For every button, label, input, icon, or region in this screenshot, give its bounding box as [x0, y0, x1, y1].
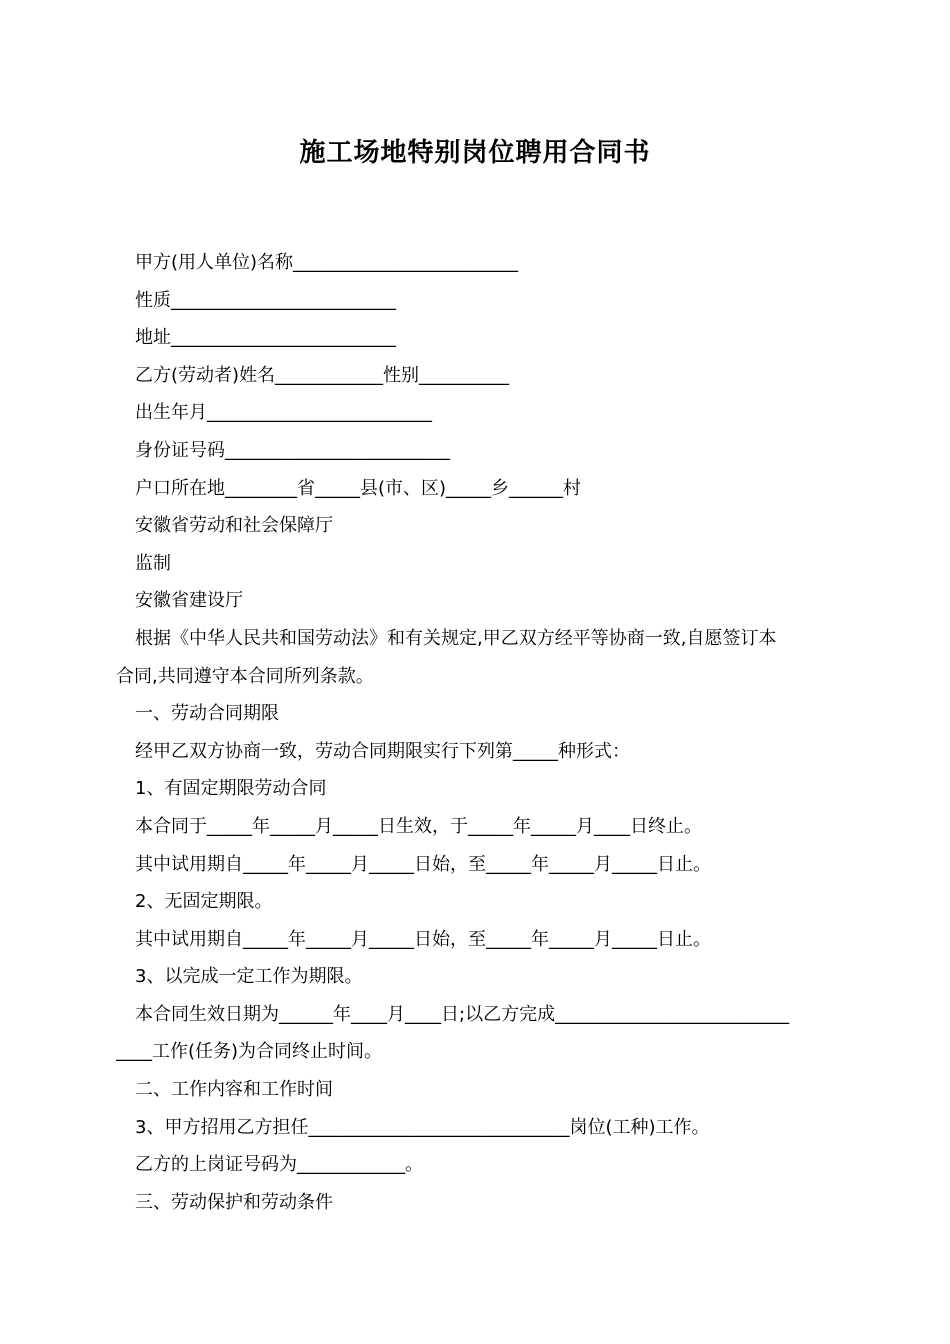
section-heading-work-content: 二、工作内容和工作时间	[135, 1079, 333, 1101]
work-permit-number-line: 乙方的上岗证号码为____________。	[135, 1154, 423, 1176]
id-number-line: 身份证号码_________________________	[135, 439, 450, 461]
task-term-end-line: ____工作(任务)为合同终止时间。	[116, 1041, 383, 1063]
fixed-term-option: 1、有固定期限劳动合同	[135, 778, 327, 800]
position-assignment-line: 3、甲方招用乙方担任_____________________________岗位(工种)工作。	[135, 1116, 710, 1138]
task-term-option: 3、以完成一定工作为期限。	[135, 966, 363, 988]
birth-date-line: 出生年月_________________________	[135, 402, 432, 424]
preamble-paragraph-line-2: 合同,共同遵守本合同所列条款。	[116, 665, 374, 687]
party-a-address-line: 地址_________________________	[135, 327, 396, 349]
fixed-term-dates-line: 本合同于_____年_____月_____日生效，于_____年_____月____日终止。	[135, 815, 702, 837]
term-form-selection-line: 经甲乙双方协商一致，劳动合同期限实行下列第_____种形式：	[135, 740, 630, 762]
section-heading-contract-term: 一、劳动合同期限	[135, 703, 279, 725]
issuer-supervised-label: 监制	[135, 552, 171, 574]
document-body	[116, 244, 838, 1221]
document-title: 施工场地特别岗位聘用合同书	[299, 138, 651, 168]
open-term-probation-line: 其中试用期自_____年_____月_____日始，至_____年_____月_____日止。	[135, 928, 711, 950]
party-a-name-line: 甲方(用人单位)名称_________________________	[135, 252, 519, 273]
section-heading-labor-protection: 三、劳动保护和劳动条件	[135, 1191, 333, 1213]
preamble-paragraph-line-1: 根据《中华人民共和国劳动法》和有关规定,甲乙双方经平等协商一致,自愿签订本	[135, 627, 777, 649]
fixed-term-probation-line: 其中试用期自_____年_____月_____日始，至_____年_____月_____日止。	[135, 853, 711, 875]
issuer-labor-department: 安徽省劳动和社会保障厅	[135, 515, 333, 537]
task-term-effective-line: 本合同生效日期为______年____月____日;以乙方完成__________________________	[135, 1003, 790, 1025]
household-registration-line: 户口所在地________省_____县(市、区)_____乡______村	[135, 477, 582, 499]
party-a-nature-line: 性质_________________________	[135, 289, 396, 311]
party-b-name-gender-line: 乙方(劳动者)姓名____________性别__________	[135, 364, 510, 386]
open-term-option: 2、无固定期限。	[135, 891, 273, 913]
issuer-construction-department: 安徽省建设厅	[135, 590, 243, 612]
